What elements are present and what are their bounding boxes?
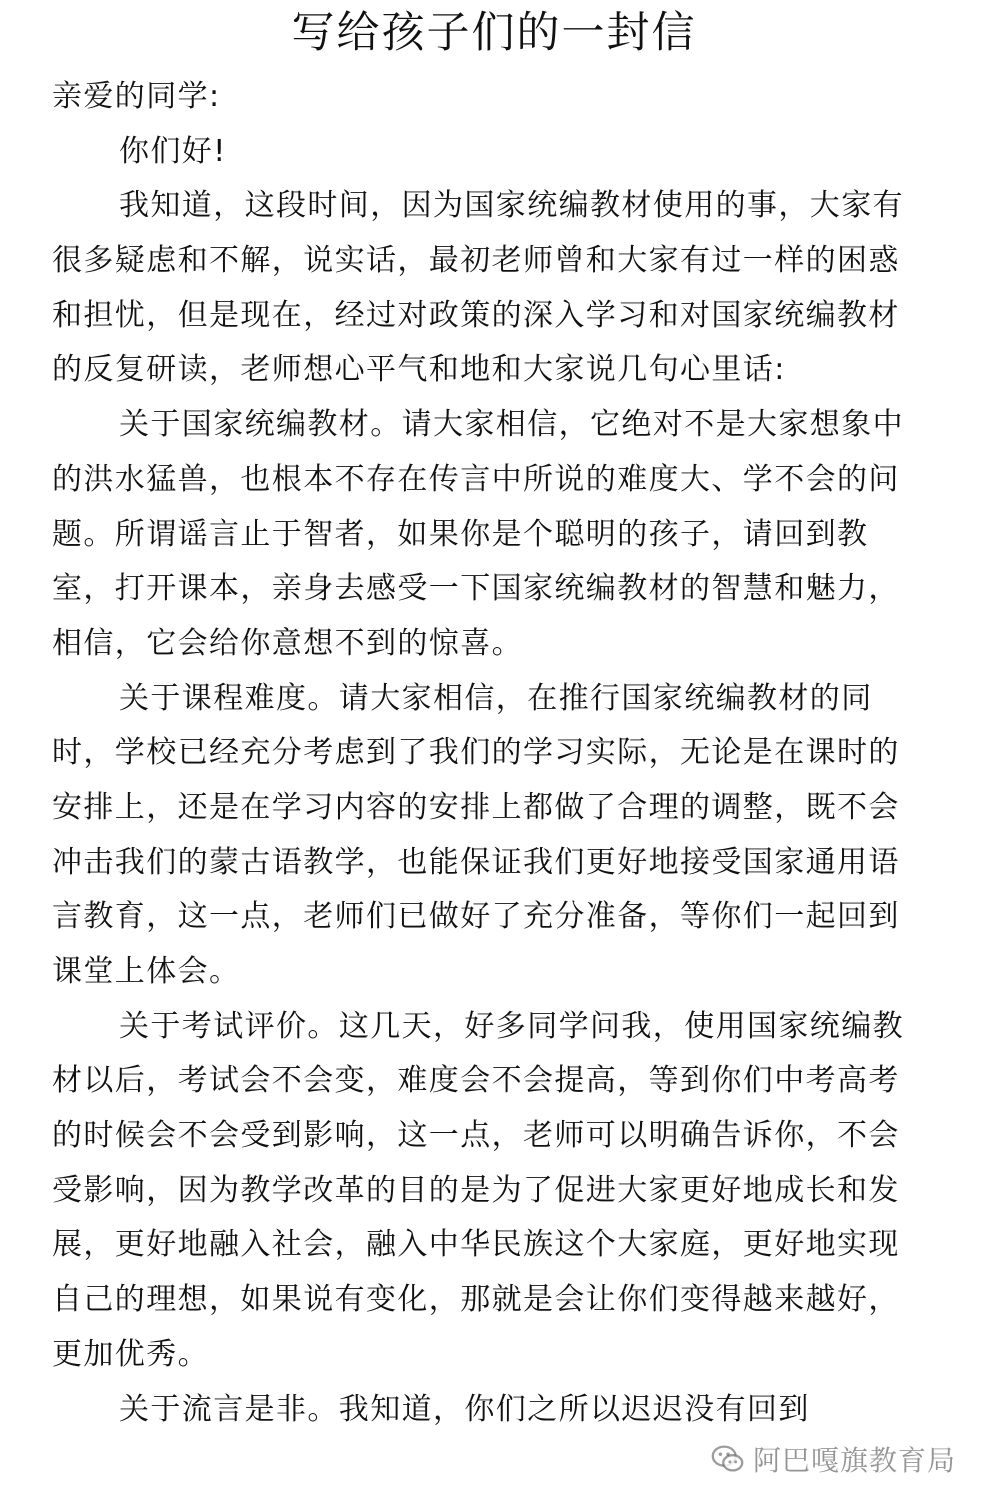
text-line: 亲爱的同学: [52, 79, 221, 114]
text-line: 关于国家统编教材。请大家相信，它绝对不是大家想象中 [119, 407, 904, 443]
watermark [703, 1434, 960, 1484]
text-line: 冲击我们的蒙古语教学，也能保证我们更好地接受国家通用语 [52, 844, 900, 880]
text-line: 言教育，这一点，老师们已做好了充分准备，等你们一起回到 [52, 899, 900, 935]
text-line: 关于课程难度。请大家相信，在推行国家统编教材的同 [119, 680, 873, 716]
text-line: 你们好! [119, 133, 227, 169]
text-line: 和担忧，但是现在，经过对政策的深入学习和对国家统编教材 [52, 297, 900, 333]
text-line: 材以后，考试会不会变，难度会不会提高，等到你们中考高考 [52, 1063, 900, 1099]
text-line: 时，学校已经充分考虑到了我们的学习实际，无论是在课时的 [52, 735, 900, 771]
text-line: 的反复研读，老师想心平气和地和大家说几句心里话: [52, 352, 786, 388]
text-line: 很多疑虑和不解，说实话，最初老师曾和大家有过一样的困惑 [52, 243, 900, 279]
text-line: 的时候会不会受到影响，这一点，老师可以明确告诉你，不会 [52, 1118, 900, 1154]
text-line: 关于流言是非。我知道，你们之所以迟迟没有回到 [119, 1391, 810, 1427]
text-line: 我知道，这段时间，因为国家统编教材使用的事，大家有 [119, 188, 904, 224]
text-line: 自己的理想，如果说有变化，那就是会让你们变得越来越好， [52, 1282, 900, 1318]
text-line: 课堂上体会。 [52, 954, 241, 989]
text-line: 更加优秀。 [52, 1336, 209, 1372]
text-line: 关于考试评价。这几天，好多同学问我，使用国家统编教 [119, 1008, 904, 1044]
text-line: 相信，它会给你意想不到的惊喜。 [52, 625, 523, 661]
text-line: 室，打开课本，亲身去感受一下国家统编教材的智慧和魅力， [52, 571, 900, 607]
text-line: 受影响，因为教学改革的目的是为了促进大家更好地成长和发 [52, 1172, 900, 1208]
text-line: 题。所谓谣言止于智者，如果你是个聪明的孩子，请回到教 [52, 516, 869, 552]
text-line: 安排上，还是在学习内容的安排上都做了合理的调整，既不会 [52, 789, 900, 825]
wechat-icon [709, 1440, 747, 1478]
text-line: 展，更好地融入社会，融入中华民族这个大家庭，更好地实现 [52, 1227, 900, 1263]
letter-body [52, 70, 952, 1437]
letter-title: 写给孩子们的一封信 [291, 8, 697, 58]
watermark-text: 阿巴嘎旗教育局 [752, 1444, 956, 1477]
text-line: 的洪水猛兽，也根本不存在传言中所说的难度大、学不会的问 [52, 461, 900, 497]
